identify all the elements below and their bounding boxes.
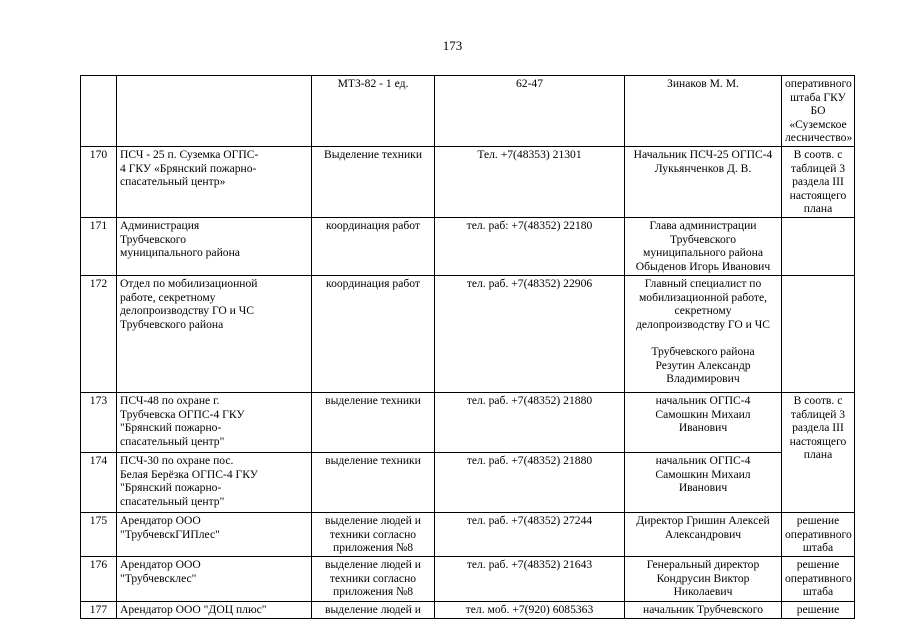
table-row xyxy=(81,452,855,512)
phone-cell: Тел. +7(48353) 21301 xyxy=(435,146,625,217)
phone-cell: тел. раб. +7(48352) 21880 xyxy=(435,452,625,512)
action-cell: выделение техники xyxy=(312,392,435,452)
table-row xyxy=(81,76,855,147)
action-cell: координация работ xyxy=(312,275,435,392)
action-cell: выделение людей и xyxy=(312,601,435,618)
responsible-person-cell: начальник ОГПС-4 Самошкин Михаил Иванович xyxy=(625,452,782,512)
note-cell: решение xyxy=(782,601,855,618)
organization-cell: ПСЧ-30 по охране пос. Белая Берёзка ОГПС-4 ГКУ "Брянский пожарно- спасательный центр" xyxy=(117,452,312,512)
table-row xyxy=(81,217,855,275)
note-cell: В соотв. с таблицей 3 раздела III настоящего плана xyxy=(782,392,855,512)
phone-cell: тел. раб: +7(48352) 22180 xyxy=(435,217,625,275)
action-cell: выделение людей и техники согласно приложения №8 xyxy=(312,556,435,601)
row-number: 170 xyxy=(81,146,117,217)
phone-cell: тел. раб. +7(48352) 22906 xyxy=(435,275,625,392)
row-number: 175 xyxy=(81,512,117,556)
phone-cell: тел. раб. +7(48352) 21643 xyxy=(435,556,625,601)
row-number: 174 xyxy=(81,452,117,512)
organization-cell xyxy=(117,76,312,147)
phone-cell: 62-47 xyxy=(435,76,625,147)
row-number: 172 xyxy=(81,275,117,392)
phone-cell: тел. моб. +7(920) 6085363 xyxy=(435,601,625,618)
action-cell: Выделение техники xyxy=(312,146,435,217)
table-row xyxy=(81,392,855,452)
table-row xyxy=(81,275,855,392)
note-cell: оперативного штаба ГКУ БО «Суземское лесничество» xyxy=(782,76,855,147)
organization-cell: Администрация Трубчевского муниципального района xyxy=(117,217,312,275)
organization-cell: Арендатор ООО "Трубчевсклес" xyxy=(117,556,312,601)
action-cell: выделение людей и техники согласно приложения №8 xyxy=(312,512,435,556)
row-number: 173 xyxy=(81,392,117,452)
organization-cell: Отдел по мобилизационной работе, секретному делопроизводству ГО и ЧС Трубчевского района xyxy=(117,275,312,392)
responsible-person-cell: Главный специалист по мобилизационной работе, секретному делопроизводству ГО и ЧС Трубчевского района Резутин Александр Владимирович xyxy=(625,275,782,392)
action-cell: выделение техники xyxy=(312,452,435,512)
phone-cell: тел. раб. +7(48352) 21880 xyxy=(435,392,625,452)
responsible-person-cell: начальник ОГПС-4 Самошкин Михаил Иванович xyxy=(625,392,782,452)
note-cell: решение оперативного штаба xyxy=(782,512,855,556)
responsible-person-cell: Генеральный директор Кондрусин Виктор Николаевич xyxy=(625,556,782,601)
row-number: 171 xyxy=(81,217,117,275)
row-number: 177 xyxy=(81,601,117,618)
note-cell xyxy=(782,275,855,392)
table-row xyxy=(81,146,855,217)
responsible-person-cell: Директор Гришин Алексей Александрович xyxy=(625,512,782,556)
action-cell: МТЗ-82 - 1 ед. xyxy=(312,76,435,147)
responsible-person-cell: Глава администрации Трубчевского муниципального района Обыденов Игорь Иванович xyxy=(625,217,782,275)
plan-table xyxy=(80,75,855,619)
organization-cell: ПСЧ-48 по охране г. Трубчевска ОГПС-4 ГКУ "Брянский пожарно- спасательный центр" xyxy=(117,392,312,452)
organization-cell: Арендатор ООО "ДОЦ плюс" xyxy=(117,601,312,618)
note-cell: решение оперативного штаба xyxy=(782,556,855,601)
note-cell: В соотв. с таблицей 3 раздела III настоящего плана xyxy=(782,146,855,217)
row-number xyxy=(81,76,117,147)
page-number: 173 xyxy=(442,38,463,53)
action-cell: координация работ xyxy=(312,217,435,275)
organization-cell: Арендатор ООО "ТрубчевскГИПлес" xyxy=(117,512,312,556)
responsible-person-cell: Зинаков М. М. xyxy=(625,76,782,147)
table-row xyxy=(81,556,855,601)
phone-cell: тел. раб. +7(48352) 27244 xyxy=(435,512,625,556)
organization-cell: ПСЧ - 25 п. Суземка ОГПС- 4 ГКУ «Брянский пожарно- спасательный центр» xyxy=(117,146,312,217)
row-number: 176 xyxy=(81,556,117,601)
note-cell xyxy=(782,217,855,275)
responsible-person-cell: начальник Трубчевского xyxy=(625,601,782,618)
table-row xyxy=(81,512,855,556)
responsible-person-cell: Начальник ПСЧ-25 ОГПС-4 Лукьянченков Д. В. xyxy=(625,146,782,217)
table-row xyxy=(81,601,855,618)
